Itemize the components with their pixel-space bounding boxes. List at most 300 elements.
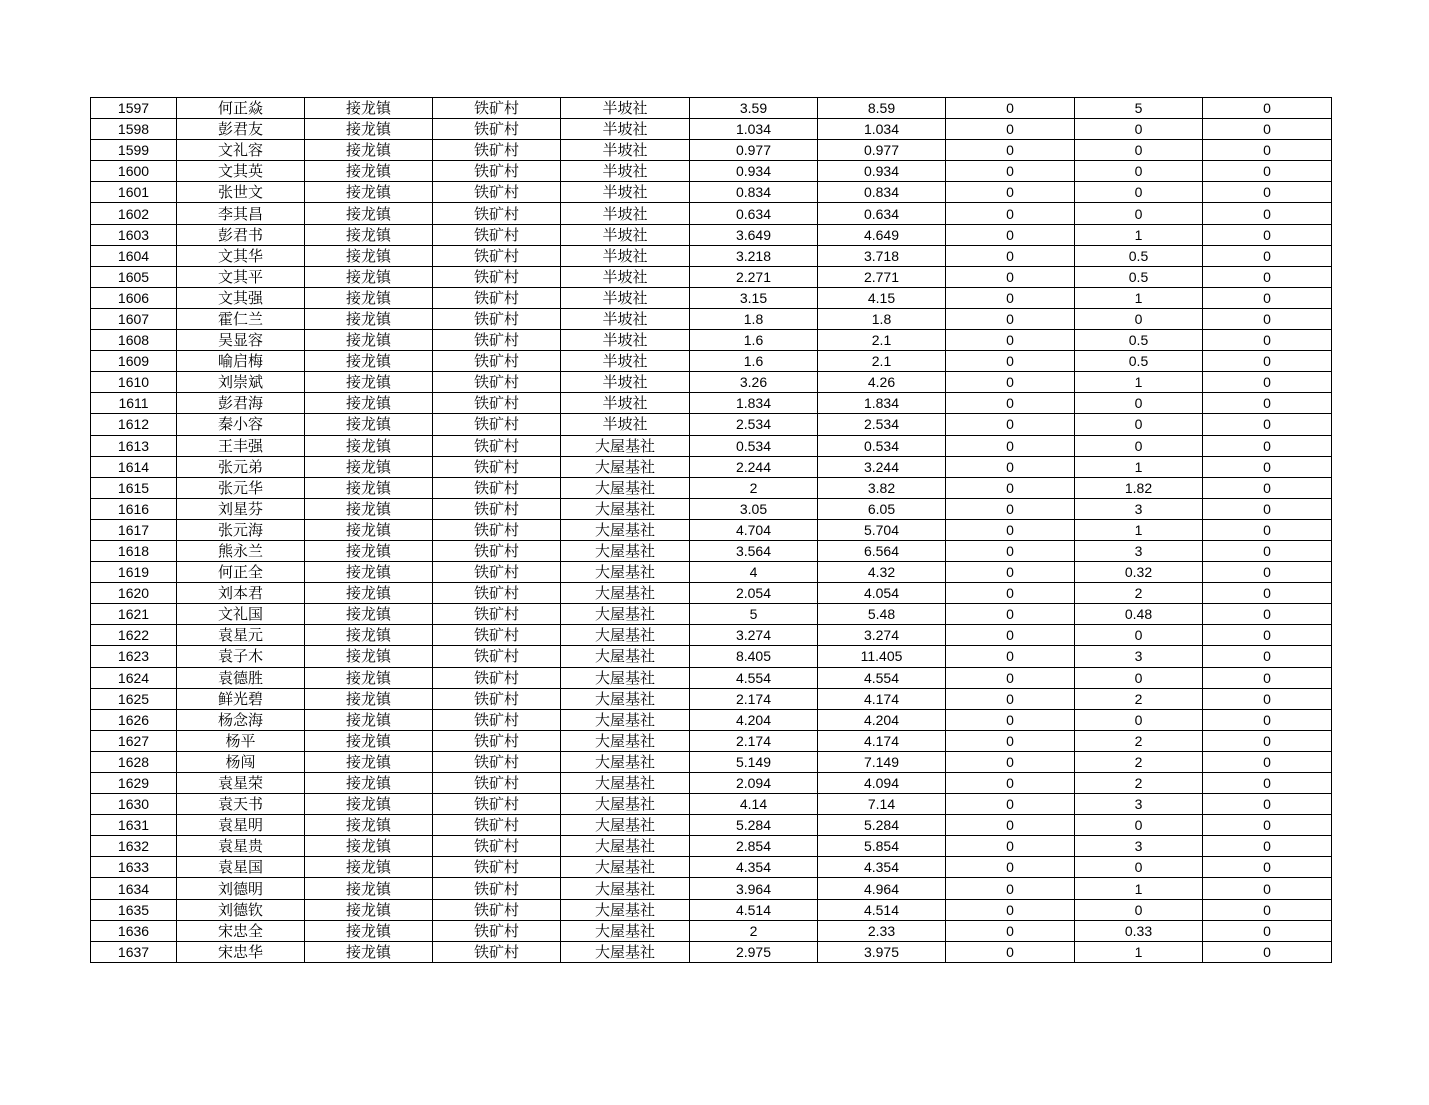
value-a-cell: 2.094 [690, 773, 818, 794]
table-row [91, 815, 1332, 836]
value-d-cell: 0 [1075, 709, 1203, 730]
value-b-cell: 5.48 [818, 604, 946, 625]
name-cell: 袁星国 [177, 857, 305, 878]
name-cell: 吴显容 [177, 330, 305, 351]
table-row [91, 435, 1332, 456]
town-cell: 接龙镇 [305, 287, 433, 308]
town-cell: 接龙镇 [305, 393, 433, 414]
table-row [91, 709, 1332, 730]
name-cell: 何正焱 [177, 98, 305, 119]
table-row [91, 941, 1332, 962]
index-cell: 1606 [91, 287, 177, 308]
value-a-cell: 3.218 [690, 245, 818, 266]
value-d-cell: 0 [1075, 667, 1203, 688]
value-c-cell: 0 [946, 203, 1075, 224]
town-cell: 接龙镇 [305, 583, 433, 604]
value-c-cell: 0 [946, 562, 1075, 583]
name-cell: 宋忠全 [177, 920, 305, 941]
value-b-cell: 4.204 [818, 709, 946, 730]
town-cell: 接龙镇 [305, 414, 433, 435]
value-b-cell: 2.1 [818, 351, 946, 372]
index-cell: 1625 [91, 688, 177, 709]
index-cell: 1631 [91, 815, 177, 836]
value-d-cell: 0.5 [1075, 351, 1203, 372]
value-e-cell: 0 [1203, 667, 1332, 688]
name-cell: 彭君海 [177, 393, 305, 414]
value-c-cell: 0 [946, 435, 1075, 456]
value-e-cell: 0 [1203, 604, 1332, 625]
value-d-cell: 1 [1075, 456, 1203, 477]
village-cell: 铁矿村 [433, 794, 561, 815]
group-cell: 大屋基社 [561, 646, 690, 667]
value-a-cell: 2.271 [690, 266, 818, 287]
group-cell: 大屋基社 [561, 815, 690, 836]
group-cell: 半坡社 [561, 393, 690, 414]
table-row [91, 583, 1332, 604]
town-cell: 接龙镇 [305, 182, 433, 203]
group-cell: 半坡社 [561, 245, 690, 266]
village-cell: 铁矿村 [433, 498, 561, 519]
value-d-cell: 0 [1075, 203, 1203, 224]
group-cell: 半坡社 [561, 224, 690, 245]
town-cell: 接龙镇 [305, 351, 433, 372]
table-row [91, 330, 1332, 351]
name-cell: 袁德胜 [177, 667, 305, 688]
name-cell: 杨闯 [177, 751, 305, 772]
town-cell: 接龙镇 [305, 477, 433, 498]
table-row [91, 98, 1332, 119]
value-c-cell: 0 [946, 287, 1075, 308]
village-cell: 铁矿村 [433, 140, 561, 161]
group-cell: 大屋基社 [561, 688, 690, 709]
name-cell: 张元弟 [177, 456, 305, 477]
value-b-cell: 5.284 [818, 815, 946, 836]
index-cell: 1615 [91, 477, 177, 498]
value-d-cell: 1 [1075, 878, 1203, 899]
table-row [91, 540, 1332, 561]
village-cell: 铁矿村 [433, 604, 561, 625]
value-d-cell: 3 [1075, 498, 1203, 519]
village-cell: 铁矿村 [433, 224, 561, 245]
value-e-cell: 0 [1203, 477, 1332, 498]
name-cell: 喻启梅 [177, 351, 305, 372]
group-cell: 半坡社 [561, 161, 690, 182]
table-row [91, 899, 1332, 920]
group-cell: 大屋基社 [561, 456, 690, 477]
name-cell: 张元海 [177, 519, 305, 540]
value-a-cell: 2.854 [690, 836, 818, 857]
value-b-cell: 2.534 [818, 414, 946, 435]
table-row [91, 119, 1332, 140]
value-c-cell: 0 [946, 330, 1075, 351]
group-cell: 大屋基社 [561, 519, 690, 540]
town-cell: 接龙镇 [305, 372, 433, 393]
group-cell: 大屋基社 [561, 709, 690, 730]
town-cell: 接龙镇 [305, 773, 433, 794]
index-cell: 1620 [91, 583, 177, 604]
village-cell: 铁矿村 [433, 941, 561, 962]
table-row [91, 182, 1332, 203]
value-a-cell: 2.174 [690, 730, 818, 751]
town-cell: 接龙镇 [305, 941, 433, 962]
value-e-cell: 0 [1203, 688, 1332, 709]
value-e-cell: 0 [1203, 372, 1332, 393]
value-e-cell: 0 [1203, 498, 1332, 519]
table-row [91, 477, 1332, 498]
value-e-cell: 0 [1203, 646, 1332, 667]
value-b-cell: 0.834 [818, 182, 946, 203]
village-cell: 铁矿村 [433, 98, 561, 119]
value-d-cell: 0 [1075, 625, 1203, 646]
village-cell: 铁矿村 [433, 119, 561, 140]
village-cell: 铁矿村 [433, 688, 561, 709]
village-cell: 铁矿村 [433, 815, 561, 836]
index-cell: 1617 [91, 519, 177, 540]
value-d-cell: 1.82 [1075, 477, 1203, 498]
index-cell: 1612 [91, 414, 177, 435]
value-c-cell: 0 [946, 604, 1075, 625]
group-cell: 半坡社 [561, 372, 690, 393]
index-cell: 1634 [91, 878, 177, 899]
value-b-cell: 3.274 [818, 625, 946, 646]
group-cell: 大屋基社 [561, 836, 690, 857]
value-c-cell: 0 [946, 98, 1075, 119]
value-a-cell: 0.834 [690, 182, 818, 203]
value-b-cell: 2.1 [818, 330, 946, 351]
name-cell: 文礼容 [177, 140, 305, 161]
town-cell: 接龙镇 [305, 562, 433, 583]
value-c-cell: 0 [946, 140, 1075, 161]
name-cell: 袁天书 [177, 794, 305, 815]
group-cell: 大屋基社 [561, 794, 690, 815]
table-row [91, 773, 1332, 794]
table-row [91, 266, 1332, 287]
group-cell: 大屋基社 [561, 899, 690, 920]
index-cell: 1635 [91, 899, 177, 920]
town-cell: 接龙镇 [305, 266, 433, 287]
value-a-cell: 3.15 [690, 287, 818, 308]
name-cell: 袁星贵 [177, 836, 305, 857]
table-row [91, 751, 1332, 772]
value-e-cell: 0 [1203, 562, 1332, 583]
name-cell: 袁星荣 [177, 773, 305, 794]
group-cell: 大屋基社 [561, 920, 690, 941]
village-cell: 铁矿村 [433, 266, 561, 287]
index-cell: 1597 [91, 98, 177, 119]
table-row [91, 878, 1332, 899]
value-d-cell: 1 [1075, 287, 1203, 308]
village-cell: 铁矿村 [433, 351, 561, 372]
value-e-cell: 0 [1203, 287, 1332, 308]
value-b-cell: 8.59 [818, 98, 946, 119]
value-d-cell: 0.32 [1075, 562, 1203, 583]
value-e-cell: 0 [1203, 583, 1332, 604]
value-e-cell: 0 [1203, 730, 1332, 751]
value-c-cell: 0 [946, 773, 1075, 794]
value-d-cell: 0.5 [1075, 245, 1203, 266]
group-cell: 大屋基社 [561, 498, 690, 519]
index-cell: 1608 [91, 330, 177, 351]
village-cell: 铁矿村 [433, 540, 561, 561]
town-cell: 接龙镇 [305, 709, 433, 730]
name-cell: 鲜光碧 [177, 688, 305, 709]
index-cell: 1604 [91, 245, 177, 266]
group-cell: 半坡社 [561, 414, 690, 435]
index-cell: 1605 [91, 266, 177, 287]
value-a-cell: 1.034 [690, 119, 818, 140]
village-cell: 铁矿村 [433, 583, 561, 604]
index-cell: 1603 [91, 224, 177, 245]
value-d-cell: 5 [1075, 98, 1203, 119]
name-cell: 秦小容 [177, 414, 305, 435]
index-cell: 1601 [91, 182, 177, 203]
village-cell: 铁矿村 [433, 730, 561, 751]
group-cell: 大屋基社 [561, 730, 690, 751]
group-cell: 半坡社 [561, 203, 690, 224]
value-b-cell: 4.32 [818, 562, 946, 583]
group-cell: 大屋基社 [561, 857, 690, 878]
value-d-cell: 0.48 [1075, 604, 1203, 625]
value-d-cell: 3 [1075, 540, 1203, 561]
group-cell: 大屋基社 [561, 562, 690, 583]
value-d-cell: 3 [1075, 646, 1203, 667]
value-a-cell: 5.149 [690, 751, 818, 772]
value-e-cell: 0 [1203, 435, 1332, 456]
index-cell: 1614 [91, 456, 177, 477]
town-cell: 接龙镇 [305, 857, 433, 878]
value-b-cell: 7.14 [818, 794, 946, 815]
table-row [91, 519, 1332, 540]
village-cell: 铁矿村 [433, 751, 561, 772]
table-row [91, 140, 1332, 161]
value-d-cell: 2 [1075, 583, 1203, 604]
value-e-cell: 0 [1203, 751, 1332, 772]
village-cell: 铁矿村 [433, 625, 561, 646]
name-cell: 文其英 [177, 161, 305, 182]
value-c-cell: 0 [946, 477, 1075, 498]
value-a-cell: 0.934 [690, 161, 818, 182]
value-c-cell: 0 [946, 625, 1075, 646]
value-e-cell: 0 [1203, 393, 1332, 414]
value-d-cell: 0.5 [1075, 330, 1203, 351]
index-cell: 1637 [91, 941, 177, 962]
value-c-cell: 0 [946, 456, 1075, 477]
table-row [91, 161, 1332, 182]
town-cell: 接龙镇 [305, 498, 433, 519]
name-cell: 杨念海 [177, 709, 305, 730]
value-e-cell: 0 [1203, 224, 1332, 245]
town-cell: 接龙镇 [305, 330, 433, 351]
value-e-cell: 0 [1203, 119, 1332, 140]
value-c-cell: 0 [946, 751, 1075, 772]
index-cell: 1600 [91, 161, 177, 182]
value-b-cell: 5.854 [818, 836, 946, 857]
value-b-cell: 3.244 [818, 456, 946, 477]
value-e-cell: 0 [1203, 540, 1332, 561]
table-row [91, 393, 1332, 414]
group-cell: 半坡社 [561, 351, 690, 372]
value-e-cell: 0 [1203, 857, 1332, 878]
index-cell: 1609 [91, 351, 177, 372]
village-cell: 铁矿村 [433, 519, 561, 540]
value-b-cell: 4.514 [818, 899, 946, 920]
value-a-cell: 2 [690, 477, 818, 498]
value-a-cell: 4.514 [690, 899, 818, 920]
name-cell: 张世文 [177, 182, 305, 203]
value-a-cell: 1.834 [690, 393, 818, 414]
value-b-cell: 2.771 [818, 266, 946, 287]
value-c-cell: 0 [946, 730, 1075, 751]
value-a-cell: 3.564 [690, 540, 818, 561]
name-cell: 彭君友 [177, 119, 305, 140]
value-d-cell: 0 [1075, 435, 1203, 456]
value-b-cell: 3.975 [818, 941, 946, 962]
value-b-cell: 3.82 [818, 477, 946, 498]
value-b-cell: 4.094 [818, 773, 946, 794]
index-cell: 1628 [91, 751, 177, 772]
value-d-cell: 0 [1075, 414, 1203, 435]
name-cell: 刘本君 [177, 583, 305, 604]
value-c-cell: 0 [946, 688, 1075, 709]
village-cell: 铁矿村 [433, 393, 561, 414]
table-row [91, 498, 1332, 519]
village-cell: 铁矿村 [433, 773, 561, 794]
value-a-cell: 5 [690, 604, 818, 625]
table-row [91, 604, 1332, 625]
value-e-cell: 0 [1203, 308, 1332, 329]
group-cell: 大屋基社 [561, 941, 690, 962]
value-c-cell: 0 [946, 794, 1075, 815]
town-cell: 接龙镇 [305, 730, 433, 751]
value-e-cell: 0 [1203, 519, 1332, 540]
value-c-cell: 0 [946, 920, 1075, 941]
value-c-cell: 0 [946, 372, 1075, 393]
value-d-cell: 3 [1075, 836, 1203, 857]
group-cell: 大屋基社 [561, 773, 690, 794]
group-cell: 半坡社 [561, 308, 690, 329]
village-cell: 铁矿村 [433, 203, 561, 224]
value-e-cell: 0 [1203, 98, 1332, 119]
value-e-cell: 0 [1203, 625, 1332, 646]
name-cell: 袁星元 [177, 625, 305, 646]
value-a-cell: 4 [690, 562, 818, 583]
value-a-cell: 4.204 [690, 709, 818, 730]
value-b-cell: 4.054 [818, 583, 946, 604]
village-cell: 铁矿村 [433, 287, 561, 308]
town-cell: 接龙镇 [305, 161, 433, 182]
value-a-cell: 2.534 [690, 414, 818, 435]
value-e-cell: 0 [1203, 140, 1332, 161]
value-b-cell: 6.564 [818, 540, 946, 561]
village-cell: 铁矿村 [433, 646, 561, 667]
value-e-cell: 0 [1203, 878, 1332, 899]
group-cell: 半坡社 [561, 287, 690, 308]
value-c-cell: 0 [946, 119, 1075, 140]
group-cell: 大屋基社 [561, 625, 690, 646]
group-cell: 大屋基社 [561, 878, 690, 899]
value-e-cell: 0 [1203, 330, 1332, 351]
table-row [91, 351, 1332, 372]
group-cell: 大屋基社 [561, 751, 690, 772]
value-b-cell: 5.704 [818, 519, 946, 540]
value-a-cell: 0.634 [690, 203, 818, 224]
group-cell: 大屋基社 [561, 435, 690, 456]
value-c-cell: 0 [946, 351, 1075, 372]
town-cell: 接龙镇 [305, 688, 433, 709]
value-d-cell: 0.5 [1075, 266, 1203, 287]
index-cell: 1618 [91, 540, 177, 561]
value-a-cell: 2.244 [690, 456, 818, 477]
table-row [91, 203, 1332, 224]
village-cell: 铁矿村 [433, 899, 561, 920]
town-cell: 接龙镇 [305, 646, 433, 667]
value-b-cell: 0.977 [818, 140, 946, 161]
table-row [91, 794, 1332, 815]
town-cell: 接龙镇 [305, 203, 433, 224]
name-cell: 刘崇斌 [177, 372, 305, 393]
index-cell: 1622 [91, 625, 177, 646]
table-row [91, 245, 1332, 266]
value-d-cell: 0 [1075, 308, 1203, 329]
village-cell: 铁矿村 [433, 182, 561, 203]
value-b-cell: 1.834 [818, 393, 946, 414]
value-b-cell: 0.534 [818, 435, 946, 456]
table-row [91, 667, 1332, 688]
value-a-cell: 3.964 [690, 878, 818, 899]
value-a-cell: 4.554 [690, 667, 818, 688]
index-cell: 1602 [91, 203, 177, 224]
value-c-cell: 0 [946, 899, 1075, 920]
table-row [91, 730, 1332, 751]
town-cell: 接龙镇 [305, 920, 433, 941]
name-cell: 杨平 [177, 730, 305, 751]
value-d-cell: 3 [1075, 794, 1203, 815]
group-cell: 大屋基社 [561, 667, 690, 688]
town-cell: 接龙镇 [305, 899, 433, 920]
value-a-cell: 3.274 [690, 625, 818, 646]
index-cell: 1599 [91, 140, 177, 161]
table-row [91, 308, 1332, 329]
value-a-cell: 2 [690, 920, 818, 941]
name-cell: 彭君书 [177, 224, 305, 245]
value-a-cell: 3.59 [690, 98, 818, 119]
group-cell: 半坡社 [561, 330, 690, 351]
group-cell: 半坡社 [561, 266, 690, 287]
index-cell: 1616 [91, 498, 177, 519]
value-b-cell: 4.174 [818, 688, 946, 709]
value-c-cell: 0 [946, 709, 1075, 730]
name-cell: 霍仁兰 [177, 308, 305, 329]
town-cell: 接龙镇 [305, 98, 433, 119]
value-d-cell: 1 [1075, 519, 1203, 540]
group-cell: 半坡社 [561, 182, 690, 203]
value-d-cell: 1 [1075, 941, 1203, 962]
value-b-cell: 7.149 [818, 751, 946, 772]
value-b-cell: 4.354 [818, 857, 946, 878]
value-a-cell: 0.534 [690, 435, 818, 456]
value-d-cell: 0 [1075, 182, 1203, 203]
index-cell: 1633 [91, 857, 177, 878]
town-cell: 接龙镇 [305, 456, 433, 477]
name-cell: 文其平 [177, 266, 305, 287]
value-e-cell: 0 [1203, 161, 1332, 182]
value-a-cell: 1.6 [690, 330, 818, 351]
village-cell: 铁矿村 [433, 456, 561, 477]
index-cell: 1623 [91, 646, 177, 667]
value-e-cell: 0 [1203, 815, 1332, 836]
value-b-cell: 2.33 [818, 920, 946, 941]
value-e-cell: 0 [1203, 709, 1332, 730]
